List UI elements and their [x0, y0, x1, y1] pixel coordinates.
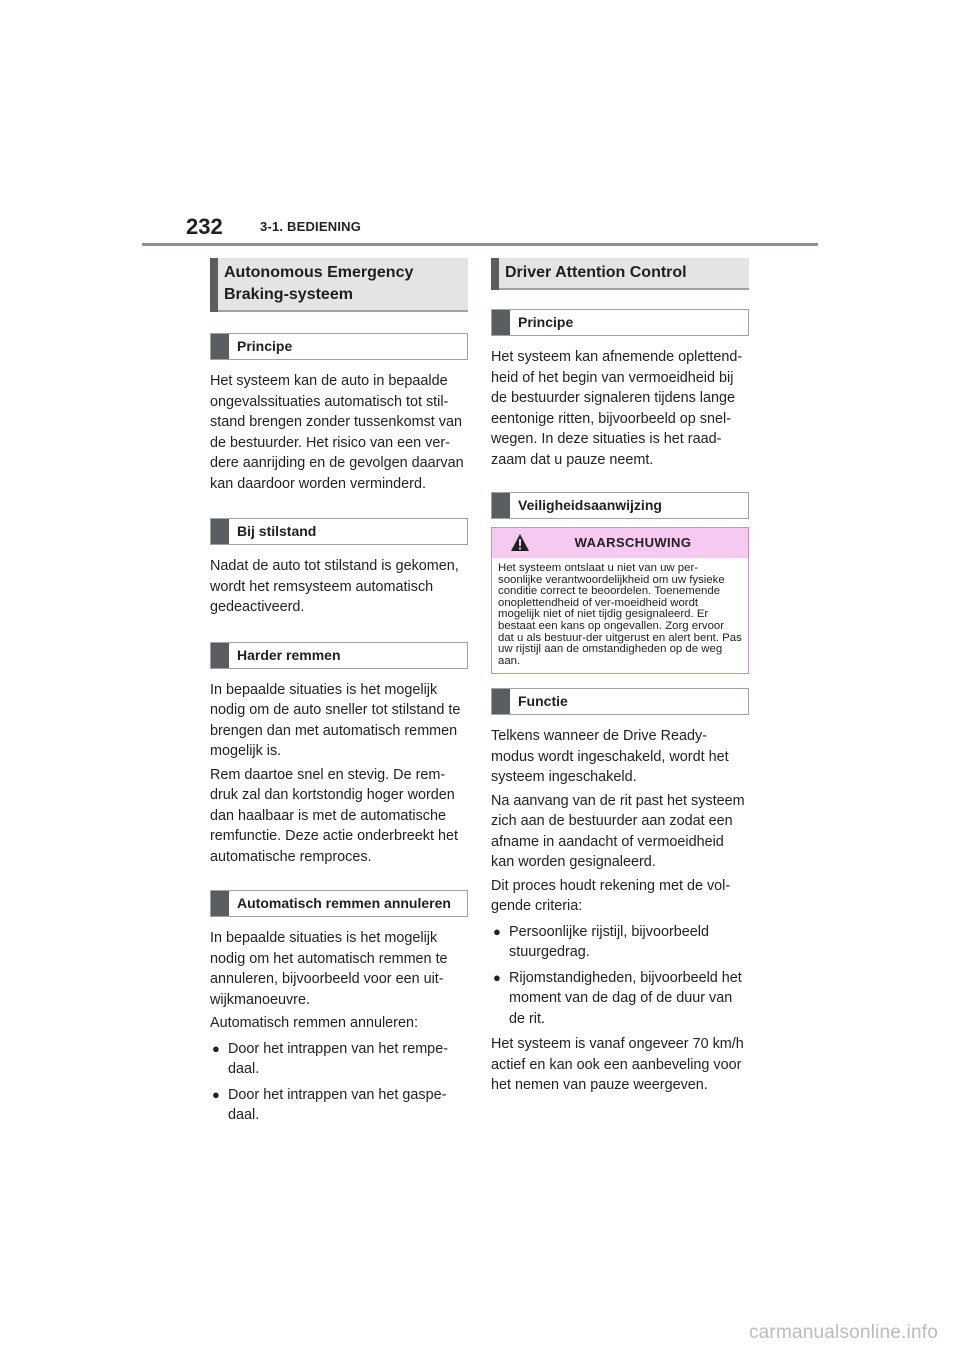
watermark: carmanualsonline.info: [748, 1322, 938, 1343]
subsection-annuleren: Automatisch remmen annuleren: [210, 890, 468, 917]
page-number: 232: [186, 214, 223, 239]
functie-text-3: Dit proces houdt rekening met de vol-gende criteria:: [491, 877, 731, 915]
bullet-icon: ●: [493, 923, 501, 939]
dac-principe-text: Het systeem kan afnemende oplettend-heid of het begin van vermoeidheid bij de bestuurder signaleren tijdens lange eentonige ritten, bijvoorbeeld op snel-wegen. In deze situaties is het raad-zaam dat u pauze neemt.: [491, 349, 743, 468]
stilstand-text: Nadat de auto tot stilstand is gekomen, wordt het remsysteem automatisch gedeactiveerd.: [210, 558, 459, 615]
subsection-veiligheidsaanwijzing: Veiligheidsaanwijzing: [491, 492, 749, 519]
subsection-functie: Functie: [491, 688, 749, 715]
functie-text-1: Telkens wanneer de Drive Ready-modus wordt ingeschakeld, wordt het systeem ingeschakeld.: [491, 728, 729, 786]
harder-text-2: Rem daartoe snel en stevig. De rem-druk zal dan kortstondig hoger worden dan haalbaar is met de automatische remfunctie. Deze actie onderbreekt het automatische remproces.: [210, 766, 458, 865]
principe-text: Het systeem kan de auto in bepaalde ongevalssituaties automatisch tot stil-stand brengen zonder tussenkomst van de bestuurder. Het risico van een ver-dere aanrijding en de gevolgen daarvan kan daardoor worden verminderd.: [210, 373, 464, 492]
section-title-dac: Driver Attention Control: [491, 258, 749, 290]
bullet-icon: ●: [212, 1086, 220, 1102]
bullet-icon: ●: [493, 969, 501, 985]
list-item: ● Persoonlijke rijstijl, bijvoorbeeld stuurgedrag.: [493, 923, 709, 961]
warning-box: [491, 527, 749, 674]
list-item: ● Door het intrappen van het gaspe-daal.: [212, 1086, 447, 1123]
warning-label: WAARSCHUWING: [574, 535, 692, 550]
list-item: ● Rijomstandigheden, bijvoorbeeld het moment van de dag of de duur van de rit.: [493, 969, 742, 1027]
section-title-aeb: Autonomous Emergency Braking-systeem: [210, 258, 468, 312]
warning-header: [492, 528, 748, 558]
subsection-harder-remmen: Harder remmen: [210, 642, 468, 669]
header-divider: [142, 243, 818, 246]
subsection-principe: Principe: [210, 333, 468, 360]
subsection-principe: Principe: [491, 309, 749, 336]
harder-text-1: In bepaalde situaties is het mogelijk nodig om de auto sneller tot stilstand te brengen dan met automatisch remmen mogelijk is.: [210, 681, 461, 759]
subsection-bij-stilstand: Bij stilstand: [210, 518, 468, 545]
left-column: [210, 258, 468, 1126]
bullet-icon: ●: [212, 1040, 220, 1056]
warning-text: Het systeem ontslaat u niet van uw per-soonlijke verantwoordelijkheid om uw fysieke conditie correct te beoordelen. Toenemende onoplettendheid of ver-moeidheid wordt mogelijk niet of niet tijdig gesignaleerd. Er bestaat een kans op ongevallen. Zorg ervoor dat u als bestuur-der uitgerust en alert bent. Pas uw rijstijl aan de omstandigheden op de weg aan.: [498, 562, 742, 667]
annuleren-text-1: In bepaalde situaties is het mogelijk nodig om het automatisch remmen te annuleren, bijvoorbeeld voor een uit-wijkmanoeuvre.: [210, 930, 448, 1008]
functie-text-4: Het systeem is vanaf ongeveer 70 km/h actief en kan ook een aanbeveling voor het nemen van pauze weergeven.: [491, 1036, 744, 1094]
list-item: ● Door het intrappen van het rempe-daal.: [212, 1040, 448, 1077]
annuleren-text-2: Automatisch remmen annuleren:: [210, 1015, 418, 1031]
chapter-title: 3-1. BEDIENING: [260, 219, 362, 234]
right-column: [491, 258, 749, 1096]
functie-text-2: Na aanvang van de rit past het systeem zich aan de bestuurder aan zodat een afname in aandacht of vermoeidheid kan worden gesignaleerd.: [491, 792, 745, 871]
warning-icon: [510, 533, 530, 553]
